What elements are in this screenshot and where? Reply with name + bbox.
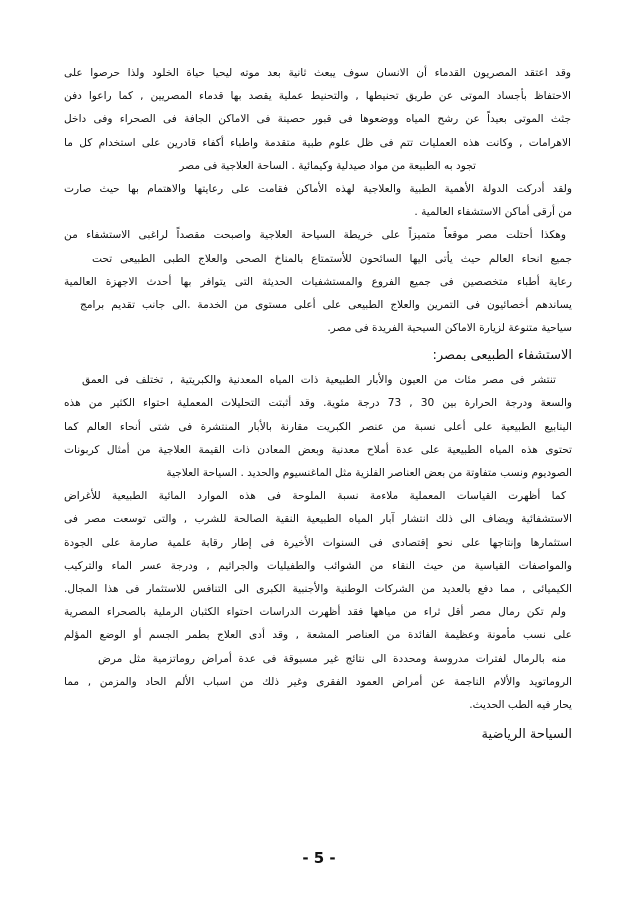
paragraph-sand [64,601,572,717]
text-line: وهكذا أحتلت مصر موقعاً متميزاً على خريطة السياحة العلاجية واصبحت مقصداً لراغبى الاستشفاء من [64,229,566,242]
text-line: يحار فيه الطب الحديث. [469,698,572,711]
paragraph-position [64,224,572,340]
paragraph-belief [64,62,572,178]
text-line: الصوديوم ونسب متفاوتة من بعض العناصر الفلزية مثل الماغنسيوم والحديد . السياحة العلاجية [166,467,572,479]
text-line: جميع انحاء العالم حيث يأتى اليها السائحون للأستمتاع بالمناخ الصحى والعلاج الطبى الطبيعى تحت [92,252,572,265]
text-line: تحتوى هذه المياه الطبيعية على عدة أملاح معدنية وبعض المعادن ذات القيمة العلاجية من أمثال كربونات [64,443,572,456]
text-line: والسعة ودرجة الحرارة بين 30 , 73 درجة مئوية. وقد أثبتت التحليلات المعملية احتواء الكثير من هذه [64,397,572,410]
text-line: من أرقى أماكن الاستشفاء العالمية . [414,206,572,219]
text-line: منه بالرمال لفترات مدروسة ومحددة الى نتائج غير مسبوقة فى عدة أمراض روماتزمية مثل مرض [98,652,566,665]
paragraph-springs [64,369,572,485]
text-line: الاحتفاظ بأجساد الموتى عن طريق تحنيطها , والتحنيط عملية يقصد بها قدماء المصريين , كما راعوا دفن [64,90,571,103]
text-line: استثمارها وإنتاجها على نحو إقتصادى فى السنوات الأخيرة فى إطار رقابة علمية صارمة على الجودة [64,536,572,549]
text-line: ولم تكن رمال مصر أقل ثراء من مياهها فقد أظهرت الدراسات احتواء الكثبان الرملية بالصحراء المصرية [64,606,566,619]
text-line: سياحية متنوعة لزيارة الاماكن السيحية الفريدة فى مصر. [327,322,572,335]
text-line: وقد اعتقد المصريون القدماء أن الانسان سوف يبعث ثانية بعد موته ليحيا حياة الخلود ولذا حرصوا على [64,67,571,79]
page-number: - 5 - [302,849,336,867]
text-line: الينابيع الطبيعية على أعلى نسبة من عنصر الكبريت مقارنة بالأبار المنتشرة فى شتى أنحاء العالم كما [64,420,572,433]
paragraph-state [64,178,572,224]
text-line: الكيميائى , مما دفع بالعديد من الشركات الوطنية والأجنبية الكبرى الى التنافس للاستثمار فى هذا المجال. [64,582,572,595]
text-line: على نسب مأمونة وعظيمة الفائدة من العناصر المشعة , وقد أدى العلاج بطمر الجسم أو الوضع المؤلم [64,629,572,642]
text-line: يساندهم أخصائيون فى التمرين والعلاج الطبيعى على أعلى مستوى من الخدمة .الى جانب تقديم برامج [80,298,572,311]
text-line: تنتشر فى مصر مئات من العيون والأبار الطبيعية ذات المياه المعدنية والكبريتية , تختلف فى العمق [82,374,556,387]
text-line: الروماتويد والألام الناجمة عن أمراض العمود الفقرى وغير ذلك من اسباب الألم الحاد والمزمن , مما [64,675,572,688]
text-line: والمواصفات القياسية من حيث النقاء من الشوائب والطفيليات والجراثيم , ودرجة عسر الماء والتركيب [64,559,572,572]
paragraph-measurements [64,485,572,601]
document-page [64,62,572,748]
text-line: كما أظهرت القياسات المعملية ملاءمة نسبة الملوحة فى هذه الموارد المائية الطبيعية للأغراض [64,490,566,503]
text-line: الاهرامات , وكانت هذه العمليات تتم فى ظل علوم طبية متقدمة واطباء أكفاء قادرين على استخدام كل ما [64,136,571,149]
text-line: رعاية أطباء متخصصين فى جميع الفروع والمستشفيات الحديثة التى يتوافر بها أحدث الاجهزة العالمية [64,275,572,288]
text-line: ولقد أدركت الدولة الأهمية الطبية والعلاجية لهذه الأماكن فقامت على رعايتها والاهتمام بها حيث صارت [64,182,572,195]
section-heading: الاستشفاء الطبيعى بمصر: [432,348,572,364]
section-heading: السياحة الرياضية [481,727,572,743]
text-line: الاستشفائية ويضاف الى ذلك انتشار آبار المياه الطبيعية النقية الصالحة للشرب , والتى توسعت مصر فى [64,513,572,526]
text-line: تجود به الطبيعة من مواد صيدلية وكيمائية . الساحة العلاجية فى مصر [179,159,476,172]
text-line: جثث الموتى بعيداً عن رشح المياه ووضعوها فى قبور حصينة فى الاماكن الجافة فى الصحراء وفى داخل [64,113,571,126]
